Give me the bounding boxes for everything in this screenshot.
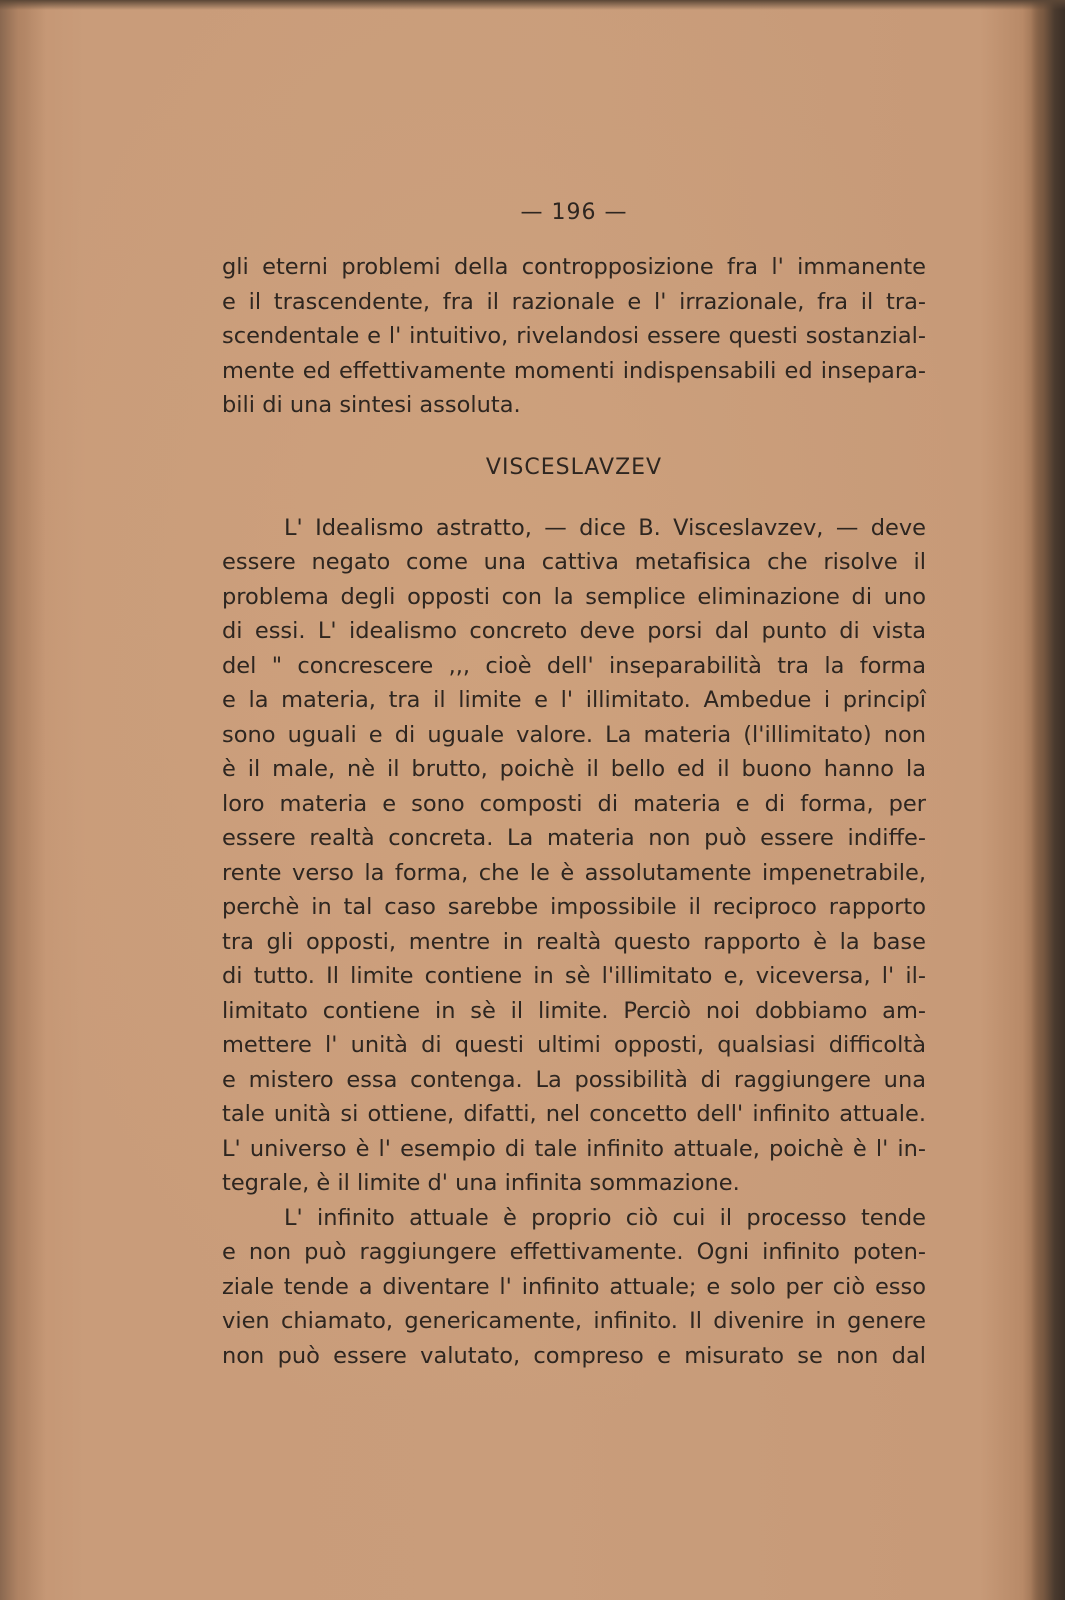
text-line: L' infinito attuale è proprio ciò cui il processo tende [284,1204,926,1231]
text-line: rente verso la forma, che le è assolutamente impenetrabile, [222,859,926,886]
text-line: e il trascendente, fra il razionale e l' irrazionale, fra il tra- [222,288,926,315]
text-line: loro materia e sono composti di materia e di forma, per [222,790,926,817]
text-line: non può essere valutato, compreso e misurato se non dal [222,1342,926,1369]
text-line: tra gli opposti, mentre in realtà questo rapporto è la base [222,928,926,955]
page-content [222,196,926,1373]
text-line: L' Idealismo astratto, — dice B. Visceslavzev, — deve [284,514,926,541]
body-paragraph-1 [222,511,926,1201]
page-left-edge [0,0,46,1600]
text-line: è il male, nè il brutto, poichè il bello ed il buono hanno la [222,756,926,782]
intro-paragraph [222,250,926,423]
text-line: perchè in tal caso sarebbe impossibile il reciproco rapporto [222,894,926,920]
text-line: e non può raggiungere effettivamente. Ogni infinito poten- [222,1239,926,1265]
text-line: limitato contiene in sè il limite. Perciò noi dobbiamo am- [222,997,926,1024]
body-paragraph-2 [222,1201,926,1374]
page-right-edge [1031,0,1065,1600]
text-line: scendentale e l' intuitivo, rivelandosi essere questi sostanzial- [222,323,926,349]
text-line: e mistero essa contenga. La possibilità di raggiungere una [222,1066,926,1093]
text-line: gli eterni problemi della contropposizione fra l' immanente [222,254,926,280]
text-line: di tutto. Il limite contiene in sè l'illimitato e, viceversa, l' il- [222,963,926,989]
text-line: mettere l' unità di questi ultimi opposti, qualsiasi difficoltà [222,1032,926,1058]
text-line: del " concrescere ,,, cioè dell' inseparabilità tra la forma [222,652,926,679]
text-line: problema degli opposti con la semplice eliminazione di uno [222,583,926,610]
text-line: L' universo è l' esempio di tale infinito attuale, poichè è l' in- [222,1135,926,1162]
section-heading: VISCESLAVZEV [485,454,663,480]
text-line: mente ed effettivamente momenti indispensabili ed insepara- [222,357,926,384]
text-line: tale unità si ottiene, difatti, nel concetto dell' infinito attuale. [222,1101,926,1127]
text-line: ziale tende a diventare l' infinito attuale; e solo per ciò esso [222,1273,926,1300]
text-line: e la materia, tra il limite e l' illimitato. Ambedue i principî [222,687,926,713]
text-line: essere negato come una cattiva metafisica che risolve il [222,549,926,575]
text-line: essere realtà concreta. La materia non può essere indiffe- [222,825,926,851]
text-line: vien chiamato, genericamente, infinito. Il divenire in genere [222,1308,926,1334]
page-number: — 196 — [520,200,628,225]
text-line: bili di una sintesi assoluta. [222,392,521,418]
text-line: di essi. L' idealismo concreto deve porsi dal punto di vista [222,618,926,644]
page-top-edge [0,0,1065,10]
text-line: tegrale, è il limite d' una infinita sommazione. [222,1170,740,1196]
text-line: sono uguali e di uguale valore. La materia (l'illimitato) non [222,721,926,748]
